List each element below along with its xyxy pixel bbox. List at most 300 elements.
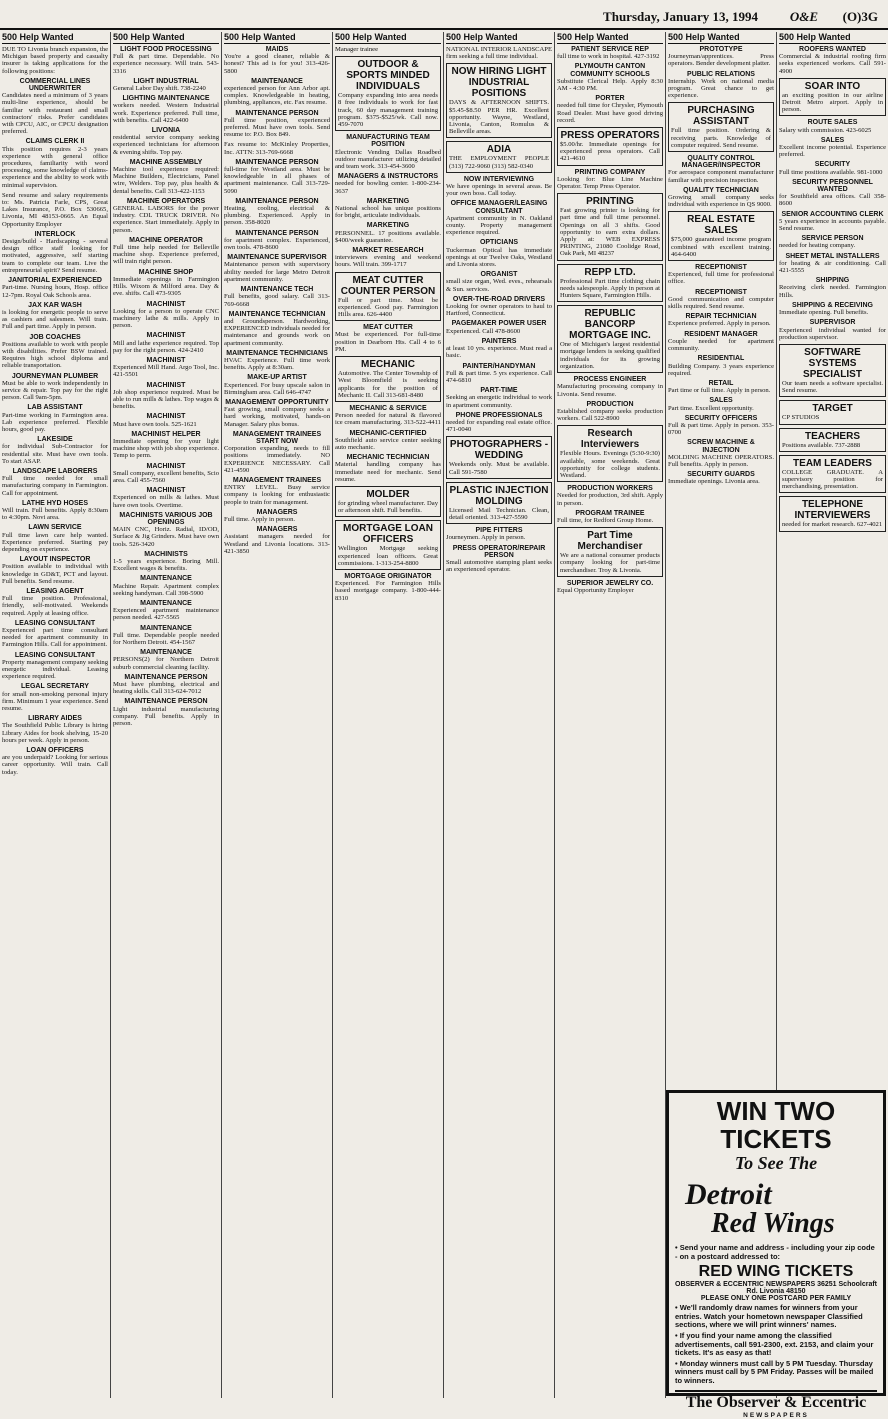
classified-ad	[779, 119, 886, 133]
ad-title: MARKETING	[366, 222, 410, 230]
ad-body: Experienced apartment maintenance person needed. 427-5565	[113, 607, 219, 622]
ad-title: MECHANIC TECHNICIAN	[346, 454, 430, 462]
classified-ad	[557, 169, 663, 191]
logo-text-top: Detroit	[685, 1178, 772, 1211]
ad-title: MAINTENANCE PERSON	[235, 197, 319, 205]
classified-ad	[557, 510, 663, 524]
ad-title: MAIDS	[265, 46, 289, 53]
classified-ad	[224, 230, 330, 252]
classified-ad	[113, 551, 219, 573]
classified-ad	[335, 454, 441, 483]
classified-ad	[113, 674, 219, 696]
classified-ad	[668, 187, 774, 209]
classified-ad	[335, 198, 441, 220]
ad-title: ROUTE SALES	[807, 119, 858, 127]
classified-ad	[2, 747, 108, 776]
classified-ad	[668, 313, 774, 327]
ad-title: PART-TIME	[480, 387, 518, 395]
ad-title: MAINTENANCE	[140, 600, 192, 608]
ad-title: LIBRARY AIDES	[28, 715, 82, 723]
ad-title: MACHINIST HELPER	[131, 430, 201, 438]
classified-ad	[113, 301, 219, 330]
classified-ad	[335, 430, 441, 452]
ad-title: PLASTIC INJECTION MOLDING	[449, 484, 549, 507]
tickets-bullet: • Send your name and address - including your zip code - on a postcard addressed to:	[675, 1243, 875, 1261]
ad-title: MANAGEMENT TRAINEES	[232, 476, 322, 484]
ad-body: Building Company. 3 years experience required.	[668, 362, 774, 377]
tickets-bullet: • Monday winners must call by 5 PM Tuesday. Thursday winners must call by 5 PM Friday. Passes will be mailed to winners.	[675, 1358, 874, 1385]
ad-body: GENERAL LABORS for the power industry. CDL TRUCK DRIVER. No experience. Start immediately. Apply in person.	[113, 205, 219, 234]
classified-ad	[2, 436, 108, 465]
ad-title: LIGHT INDUSTRIAL	[133, 77, 199, 85]
ad-title: OFFICE MANAGER/LEASING CONSULTANT	[450, 200, 548, 215]
ad-body: Part time. Excellent opportunity.	[668, 404, 754, 412]
classified-ad	[335, 272, 441, 322]
classified-ad	[335, 324, 441, 353]
ad-body: Send resume and salary requirements to: Ms. Patricia Farle, CPS, Great Lakes Insurance, P.O. Box 530665, Livonia, MI 48153-0665. An Equal Opportunity Employer	[2, 191, 108, 228]
ad-title: MACHINIST	[146, 487, 186, 495]
ad-title: PHOTOGRAPHERS - WEDDING	[449, 439, 549, 462]
ad-title: SHIPPING & RECEIVING	[792, 301, 873, 309]
ad-title: MANUFACTURING TEAM POSITION	[346, 134, 430, 149]
classified-ad	[2, 231, 108, 274]
red-wings-logo	[681, 1178, 871, 1240]
classified-ad	[668, 102, 774, 152]
classified-ad	[224, 526, 330, 555]
column-heading: 500 Help Wanted	[779, 32, 886, 44]
ad-title: PUBLIC RELATIONS	[687, 70, 755, 78]
ad-title: MAINTENANCE	[140, 649, 192, 657]
ad-title: TEAM LEADERS	[793, 457, 872, 469]
ad-title: MANAGERS	[256, 508, 298, 516]
ad-title: SECURITY GUARDS	[687, 471, 755, 479]
ad-body: Excellent income potential. Experience preferred.	[779, 144, 886, 159]
classified-ad	[446, 46, 552, 60]
ad-title: LEASING CONSULTANT	[14, 651, 96, 659]
classified-ad	[113, 95, 219, 124]
classified-column	[222, 32, 333, 1398]
classified-ad	[2, 652, 108, 681]
ad-title: MACHINISTS VARIOUS JOB OPENINGS	[119, 511, 213, 526]
classified-ad	[335, 520, 441, 570]
ad-body: Mill and lathe experience required. Top pay for the right person. 424-2410	[113, 339, 219, 354]
ad-body: THE EMPLOYMENT PEOPLE (313) 722-9060 (313) 582-0340	[449, 155, 549, 170]
ad-title: MAINTENANCE	[251, 77, 303, 85]
ad-body: PERSONNEL. 17 positions available. $400/week guarantee.	[335, 229, 441, 244]
newspaper-logo-sub: NEWSPAPERS	[743, 1411, 809, 1419]
classified-ad	[557, 305, 663, 373]
classified-ad	[113, 625, 219, 647]
ad-body: Looking for a person to operate CNC machinery lathe & mills. Apply in person.	[113, 307, 219, 330]
classified-ad	[113, 698, 219, 727]
ad-body: Full time. Apply in person.	[224, 515, 296, 523]
ad-title: TELEPHONE INTERVIEWERS	[794, 499, 871, 522]
classified-ad	[2, 78, 108, 136]
ad-body: Material handling company has immediate need for mechanic. Send resume.	[335, 461, 441, 483]
ad-title: MACHINIST	[146, 356, 186, 364]
ad-body: Needed for production, 3rd shift. Apply in person.	[557, 492, 663, 507]
classified-ad	[224, 254, 330, 283]
page-number: (O)3G	[842, 9, 878, 24]
ad-body: Automotive. The Center Township of West Bloomfield is seeking applicants for the position of Mechanic II. Call 313-681-8480	[338, 370, 438, 399]
ad-title: OUTDOOR & SPORTS MINDED INDIVIDUALS	[346, 59, 430, 93]
ad-body: Experienced. For busy upscale salon in Birmingham area. Call 646-4747	[224, 381, 330, 396]
ad-body: needed for heating company.	[779, 242, 856, 250]
ad-title: LAYOUT INSPECTOR	[19, 556, 91, 564]
ad-body: Licensed Mail Technician. Clean, detail oriented. 313-427-5590	[449, 506, 549, 521]
ad-title: RECEPTIONIST	[695, 288, 747, 296]
classified-ad	[446, 527, 552, 541]
ad-body: Immediate opening for your light machine shop with job shop experience. Temp to perm.	[113, 437, 219, 460]
classified-ad	[113, 46, 219, 75]
classified-ad	[224, 477, 330, 506]
ad-body: Flexible Hours. Evenings (5:30-9:30) available, some weekends. Great opportunity for college students. Westland.	[560, 450, 660, 479]
contest-address: OBSERVER & ECCENTRIC NEWSPAPERS 36251 Schoolcraft Rd. Livonia 48150	[675, 1281, 878, 1296]
ad-body: Our team needs a software specialist. Send resume.	[782, 379, 883, 395]
ad-title: LOAN OFFICERS	[26, 747, 84, 755]
classified-ad	[2, 302, 108, 331]
classified-ad	[557, 376, 663, 398]
issue-date: Thursday, January 13, 1994	[603, 9, 758, 24]
ad-title: MAKE-UP ARTIST	[247, 374, 307, 382]
column-heading: 500 Help Wanted	[113, 32, 219, 44]
ad-body: Looking for owner operators to haul to Hartford, Connecticut.	[446, 303, 552, 318]
ad-title: MAINTENANCE PERSON	[235, 109, 319, 117]
ad-body: Position available to individual with knowledge in GD&T, PCT and layout. Full benefits. Send resume.	[2, 563, 108, 585]
ad-title: MACHINIST	[146, 462, 186, 470]
classified-ad	[2, 334, 108, 370]
classified-ad	[113, 512, 219, 548]
ad-title: JOURNEYMAN PLUMBER	[11, 372, 99, 380]
ad-body: Candidates need a minimum of 3 years multi-line experience, should be familiar with restaurant and small contractors' risks. Prefer candidates with CPCU, AIC, or CPCU designation preferred.	[2, 92, 108, 136]
ad-body: 5 years experience in accounts payable. Send resume.	[779, 217, 886, 233]
classified-ad	[779, 344, 886, 397]
ad-body: Part time or full time. Apply in person.	[668, 387, 771, 395]
classified-ad	[224, 141, 330, 155]
ad-title: SOFTWARE SYSTEMS SPECIALIST	[803, 346, 862, 380]
ad-body: Equal Opportunity Employer	[557, 586, 634, 594]
classified-ad	[2, 138, 108, 188]
ad-body: at least 10 yrs. experience. Must read a basic.	[446, 345, 552, 360]
ad-title: LAKESIDE	[37, 436, 73, 444]
ad-title: PIPE FITTERS	[475, 527, 523, 535]
ad-body: Full time help needed for Belleville machine shop. Experience preferred, will train right person.	[113, 244, 219, 266]
classified-ad	[2, 373, 108, 402]
ad-body: 1-5 years experience. Boring Mill. Excellent wages & benefits.	[113, 558, 219, 573]
ad-body: Full time, for Redford Group Home.	[557, 516, 654, 524]
column-heading: 500 Help Wanted	[668, 32, 774, 44]
classified-ad	[557, 95, 663, 124]
classified-ad	[446, 482, 552, 524]
classified-ad	[224, 159, 330, 195]
classified-ad	[557, 580, 663, 594]
ad-title: MACHINE OPERATORS	[126, 197, 206, 205]
ad-title: SECURITY	[814, 161, 851, 169]
ad-body: Full & part time. Dependable. No experience necessary. Will train. 543-3316	[113, 53, 219, 75]
classified-ad	[224, 286, 330, 308]
classified-ad	[113, 127, 219, 156]
ad-title: MARKET RESEARCH	[352, 247, 424, 255]
ad-title: INTERLOCK	[34, 230, 76, 238]
classified-ad	[779, 137, 886, 159]
classified-ad	[779, 319, 886, 341]
ad-body: Substitute Clerical Help. Apply 8:30 AM - 4:30 PM.	[557, 77, 663, 93]
classified-ad	[779, 253, 886, 275]
classified-ad	[113, 198, 219, 234]
classified-ad	[2, 620, 108, 649]
masthead	[0, 0, 888, 30]
ad-title: PAINTER/HANDYMAN	[462, 362, 536, 370]
ad-title: CLAIMS CLERK II	[25, 138, 85, 146]
classified-ad	[446, 141, 552, 172]
ad-title: MACHINIST	[146, 413, 186, 421]
ad-title: PHONE PROFESSIONALS	[455, 411, 543, 419]
ad-title: MACHINISTS	[144, 550, 188, 558]
tickets-subheadline: To See The	[734, 1153, 818, 1173]
ad-body: This position requires 2-3 years experience with general office procedures, familiarity with word processing, some knowledge of claims-experience and the ability to work with minimal supervision.	[2, 145, 108, 189]
ad-body: Experienced Mill Hand. Argo Tool, Inc. 421-5501	[113, 364, 219, 379]
classified-ad	[113, 463, 219, 485]
classified-ad	[779, 302, 886, 316]
ad-title: REAL ESTATE SALES	[687, 214, 755, 237]
ad-title: MANAGERS	[256, 526, 298, 534]
ad-body: Machine Repair. Apartment complex seeking handyman. Call 398-5900	[113, 582, 219, 597]
classified-ad	[224, 78, 330, 107]
ad-title: JANITORIAL EXPERIENCED	[8, 277, 102, 285]
ad-body: Full time lawn care help wanted. Experience preferred. Starting pay depending on experience.	[2, 531, 108, 553]
ad-body: Couple needed for apartment community.	[668, 337, 774, 353]
logo-text-bottom: Red Wings	[711, 1208, 835, 1239]
ad-body: Must be experienced. For full-time position in Dearborn Hts. Call 4 to 6 PM.	[335, 331, 441, 353]
classified-ad	[2, 277, 108, 299]
ad-title: LEASING AGENT	[26, 588, 84, 596]
ad-body: needed for expanding real estate office. 471-0040	[446, 418, 552, 434]
ad-title: LEGAL SECRETARY	[21, 683, 89, 691]
ad-body: are you underpaid? Looking for serious career opportunity. Will train. Call today.	[2, 754, 108, 776]
ad-title: SHIPPING	[815, 277, 850, 285]
ad-body: Professional Part time clothing chain needs salespeople. Apply in person at Hunters Square, Farmington Hills.	[560, 277, 660, 300]
classified-ad	[113, 237, 219, 266]
ad-body: Immediate opening. Full benefits.	[779, 309, 869, 317]
ad-body: Fax resume to: McKinley Properties, Inc. ATTN: 313-769-6668	[224, 141, 330, 156]
ad-body: Internship. Work on national media program. Great chance to get experience.	[668, 77, 774, 100]
classified-ad	[446, 271, 552, 293]
ad-title: JAX KAR WASH	[28, 301, 82, 309]
classified-ad	[224, 110, 330, 139]
classified-ad	[446, 412, 552, 434]
ad-title: ORGANIST	[480, 271, 518, 279]
ad-title: SOAR INTO	[804, 80, 861, 92]
ad-title: RESIDENT MANAGER	[684, 330, 758, 338]
ad-body: Manager trainee	[335, 46, 379, 53]
column-heading: 500 Help Wanted	[557, 32, 663, 44]
classified-ad	[446, 338, 552, 360]
ad-title: MAINTENANCE	[140, 575, 192, 583]
ad-title: LAB ASSISTANT	[27, 404, 83, 412]
newspaper-logo: The Observer & Eccentric	[675, 1390, 877, 1412]
ad-body: Seeking an energetic individual to work in apartment community.	[446, 394, 552, 409]
classified-ad	[668, 380, 774, 394]
ad-title: PAINTERS	[481, 337, 517, 345]
classified-ad	[557, 63, 663, 92]
ad-title: MACHINIST	[146, 332, 186, 340]
ad-body: for small non-smoking personal injury firm. Minimum 1 year experience. Send resume.	[2, 690, 108, 713]
classified-ad	[557, 425, 663, 482]
ad-body: General Labor Day shift. 738-2240	[113, 85, 206, 93]
ad-title: TEACHERS	[804, 430, 860, 442]
ad-body: needed full time for Chrysler, Plymouth Road Dealer. Must have good driving record.	[557, 102, 663, 124]
classified-ad	[668, 471, 774, 485]
ad-body: Maintenance person with supervisory ability needed for large Metro Detroit apartment community.	[224, 261, 330, 283]
ad-title: TARGET	[812, 403, 853, 415]
ad-title: NOW HIRING LIGHT INDUSTRIAL POSITIONS	[451, 66, 547, 100]
ad-body: Full time needed for small manufacturing company in Farmington. Call for appointment.	[2, 475, 108, 497]
classified-ad	[113, 269, 219, 298]
classified-ad	[2, 683, 108, 712]
ad-title: SECURITY OFFICERS	[684, 414, 758, 422]
ad-title: MOLDER	[366, 488, 410, 500]
ad-body: Full & part time. Apply in person. 353-0700	[668, 421, 774, 437]
ad-body: Design/build - Hardscaping - several design office staff looking for motivated, aggressive, self starting team to complete our team. Live the entrepreneurial spirit? Send resume.	[2, 238, 108, 274]
classified-ad	[557, 264, 663, 303]
ad-body: Full & part time. 5 yrs experience. Call 474-6810	[446, 369, 552, 384]
classified-ad	[557, 46, 663, 60]
ad-body: You're a good cleaner, reliable & honest? This ad is for you! 313-426-5800	[224, 53, 330, 75]
ad-body: Journeymen. Apply in person.	[446, 534, 526, 542]
ad-body: Wellington Mortgage seeking experienced loan officers. Great commissions. 1-313-254-8800	[338, 545, 438, 567]
classified-ad	[779, 428, 886, 452]
classified-ad	[779, 496, 886, 531]
classified-ad	[113, 575, 219, 597]
ad-title: SALES	[820, 136, 845, 144]
ad-body: small size organ, Wed. eves., rehearsals & Sun. services.	[446, 278, 552, 293]
ad-title: MECHANIC	[361, 359, 415, 371]
classified-ad	[446, 200, 552, 236]
classified-ad	[446, 436, 552, 478]
classified-ad	[335, 405, 441, 427]
ad-title: PROTOTYPE	[699, 46, 743, 53]
classified-ad	[2, 46, 108, 75]
ad-body: For aerospace component manufacturer familiar with precision inspection.	[668, 169, 774, 184]
ad-title: PLYMOUTH CANTON COMMUNITY SCHOOLS	[570, 63, 650, 78]
ad-body: for heating & air conditioning. Call 421-5555	[779, 259, 886, 275]
ad-title: MEAT CUTTER	[363, 324, 413, 332]
ad-body: Full benefits, good salary. Call 313-769-6668	[224, 293, 330, 308]
ad-title: REPP LTD.	[584, 266, 636, 278]
ad-body: Full time positions available. 981-1000	[779, 168, 883, 176]
ad-body: Experienced individual wanted for production supervisor.	[779, 326, 886, 341]
ad-title: MACHINE SHOP	[138, 268, 194, 276]
classified-ad	[779, 46, 886, 75]
classified-ad	[668, 439, 774, 468]
classified-ad	[113, 332, 219, 354]
ad-title: PURCHASING ASSISTANT	[687, 105, 755, 128]
classified-column	[111, 32, 222, 1398]
ad-body: Established company seeks production workers. Call 522-8900	[557, 407, 663, 423]
ad-title: MACHINE ASSEMBLY	[129, 158, 203, 166]
classified-ad	[335, 222, 441, 244]
ad-body: Receiving clerk needed. Farmington Hills.	[779, 284, 886, 299]
ad-title: ROOFERS WANTED	[799, 46, 866, 53]
ad-title: SCREW MACHINE & INJECTION	[687, 439, 755, 454]
ad-title: PROCESS ENGINEER	[573, 376, 647, 384]
classified-ad	[113, 382, 219, 411]
classified-ad	[2, 524, 108, 553]
ad-body: Small company, excellent benefits, Scio area. Call 455-7560	[113, 469, 219, 484]
ad-title: LATHE HYD HOSES	[22, 499, 88, 507]
ad-body: Growing small company seeks individual with experience in QS 9000.	[668, 194, 774, 209]
classified-ad	[779, 277, 886, 299]
ad-body: Positions available. 737-2888	[782, 441, 861, 449]
classified-ad	[113, 357, 219, 379]
classified-column	[444, 32, 555, 1398]
classified-ad	[668, 264, 774, 286]
contest-note: PLEASE ONLY ONE POSTCARD PER FAMILY	[700, 1295, 852, 1303]
ad-body: Experienced. Call 478-8600	[446, 327, 521, 335]
ad-body: Part-time working in Farmington area. Lab experience preferred. Flexible hours, good pay.	[2, 411, 108, 433]
classified-ad	[113, 600, 219, 622]
ad-title: PRODUCTION WORKERS	[567, 485, 653, 493]
ad-body: Small automotive stamping plant seeks an experienced operator.	[446, 558, 552, 574]
classified-ad	[779, 455, 886, 494]
ad-body: Manufacturing processing company in Livonia. Send resume.	[557, 383, 663, 398]
ad-body: experienced person for Ann Arbor apt. complex. Knowledgeable in heating, plumbing, appliances, etc. Fax resume.	[224, 85, 330, 107]
ad-body: Electronic Vending Dallas Roadbed outdoor manufacturer utilizing detailed and team work. 313-454-3600	[335, 148, 441, 171]
ad-body: Experienced part time consultant needed for apartment community in Farmington Hills. Call for appointment.	[2, 627, 108, 649]
ad-body: Experienced. For Farmington Hills based mortgage company. 1-800-444-8310	[335, 580, 441, 602]
ad-body: Must have own tools. 525-1621	[113, 420, 197, 428]
ad-body: Southfield auto service center seeking auto mechanic.	[335, 436, 441, 451]
ad-body: residential service company seeking experienced technicians for afternoon & evening shifts. Top pay.	[113, 134, 219, 156]
ad-body: full time to work in hospital. 427-3192	[557, 53, 660, 61]
classified-column	[555, 32, 666, 1398]
classified-ad	[113, 78, 219, 92]
ad-body: COLLEGE GRADUATE. A supervisory position for merchandising, presentation.	[782, 468, 883, 491]
ad-body: full-time for Westland area. Must be knowledgeable in all phases of apartment maintenance. Call 313-729-5090	[224, 166, 330, 195]
ad-title: Part Time Merchandiser	[577, 530, 643, 553]
ad-body: Positions available to work with people with disabilities. Prefer BSW trained. Requires high school diploma and reliable transportation.	[2, 340, 108, 370]
classified-ad	[2, 588, 108, 617]
column-heading: 500 Help Wanted	[2, 32, 108, 44]
ad-body: MOLDING MACHINE OPERATORS. Full benefits. Apply in person.	[668, 453, 774, 468]
contest-name: RED WING TICKETS	[698, 1263, 854, 1281]
ad-body: Weekends only. Must be available. Call 591-7580	[449, 461, 549, 476]
ad-body: Immediate openings. Livonia area.	[668, 478, 760, 486]
ad-title: LIGHTING MAINTENANCE	[122, 95, 210, 103]
classified-ad	[2, 404, 108, 433]
ad-title: MAINTENANCE SUPERVISOR	[227, 254, 327, 262]
ad-title: MAINTENANCE TECHNICIAN	[228, 310, 326, 318]
ad-body: is looking for energetic people to serve as cashiers and salesmen. Will train. Full and part time. Apply in person.	[2, 308, 108, 331]
classified-ad	[668, 289, 774, 311]
ad-body: We have openings in several areas. Be your own boss. Call today.	[446, 183, 552, 198]
classified-ad	[2, 192, 108, 228]
classified-ad	[668, 397, 774, 411]
classified-ad	[335, 56, 441, 131]
classified-ad	[224, 399, 330, 428]
ad-title: MAINTENANCE PERSON	[235, 158, 319, 166]
classified-ad	[446, 63, 552, 138]
classified-ad	[2, 500, 108, 522]
ad-title: REPUBLIC BANCORP MORTGAGE INC.	[569, 308, 651, 342]
ad-title: REPAIR TECHNICIAN	[685, 313, 757, 321]
ad-title: MACHINIST	[146, 381, 186, 389]
ad-body: for apartment complex. Experienced, own tools. 478-8600	[224, 236, 330, 252]
ad-title: RETAIL	[708, 379, 734, 387]
classified-ad	[557, 127, 663, 166]
ad-title: OVER-THE-ROAD DRIVERS	[452, 295, 546, 303]
ad-body: Fast growing, small company seeks a hard working, motivated, hands-on Manager. Salary plus bonus.	[224, 406, 330, 428]
